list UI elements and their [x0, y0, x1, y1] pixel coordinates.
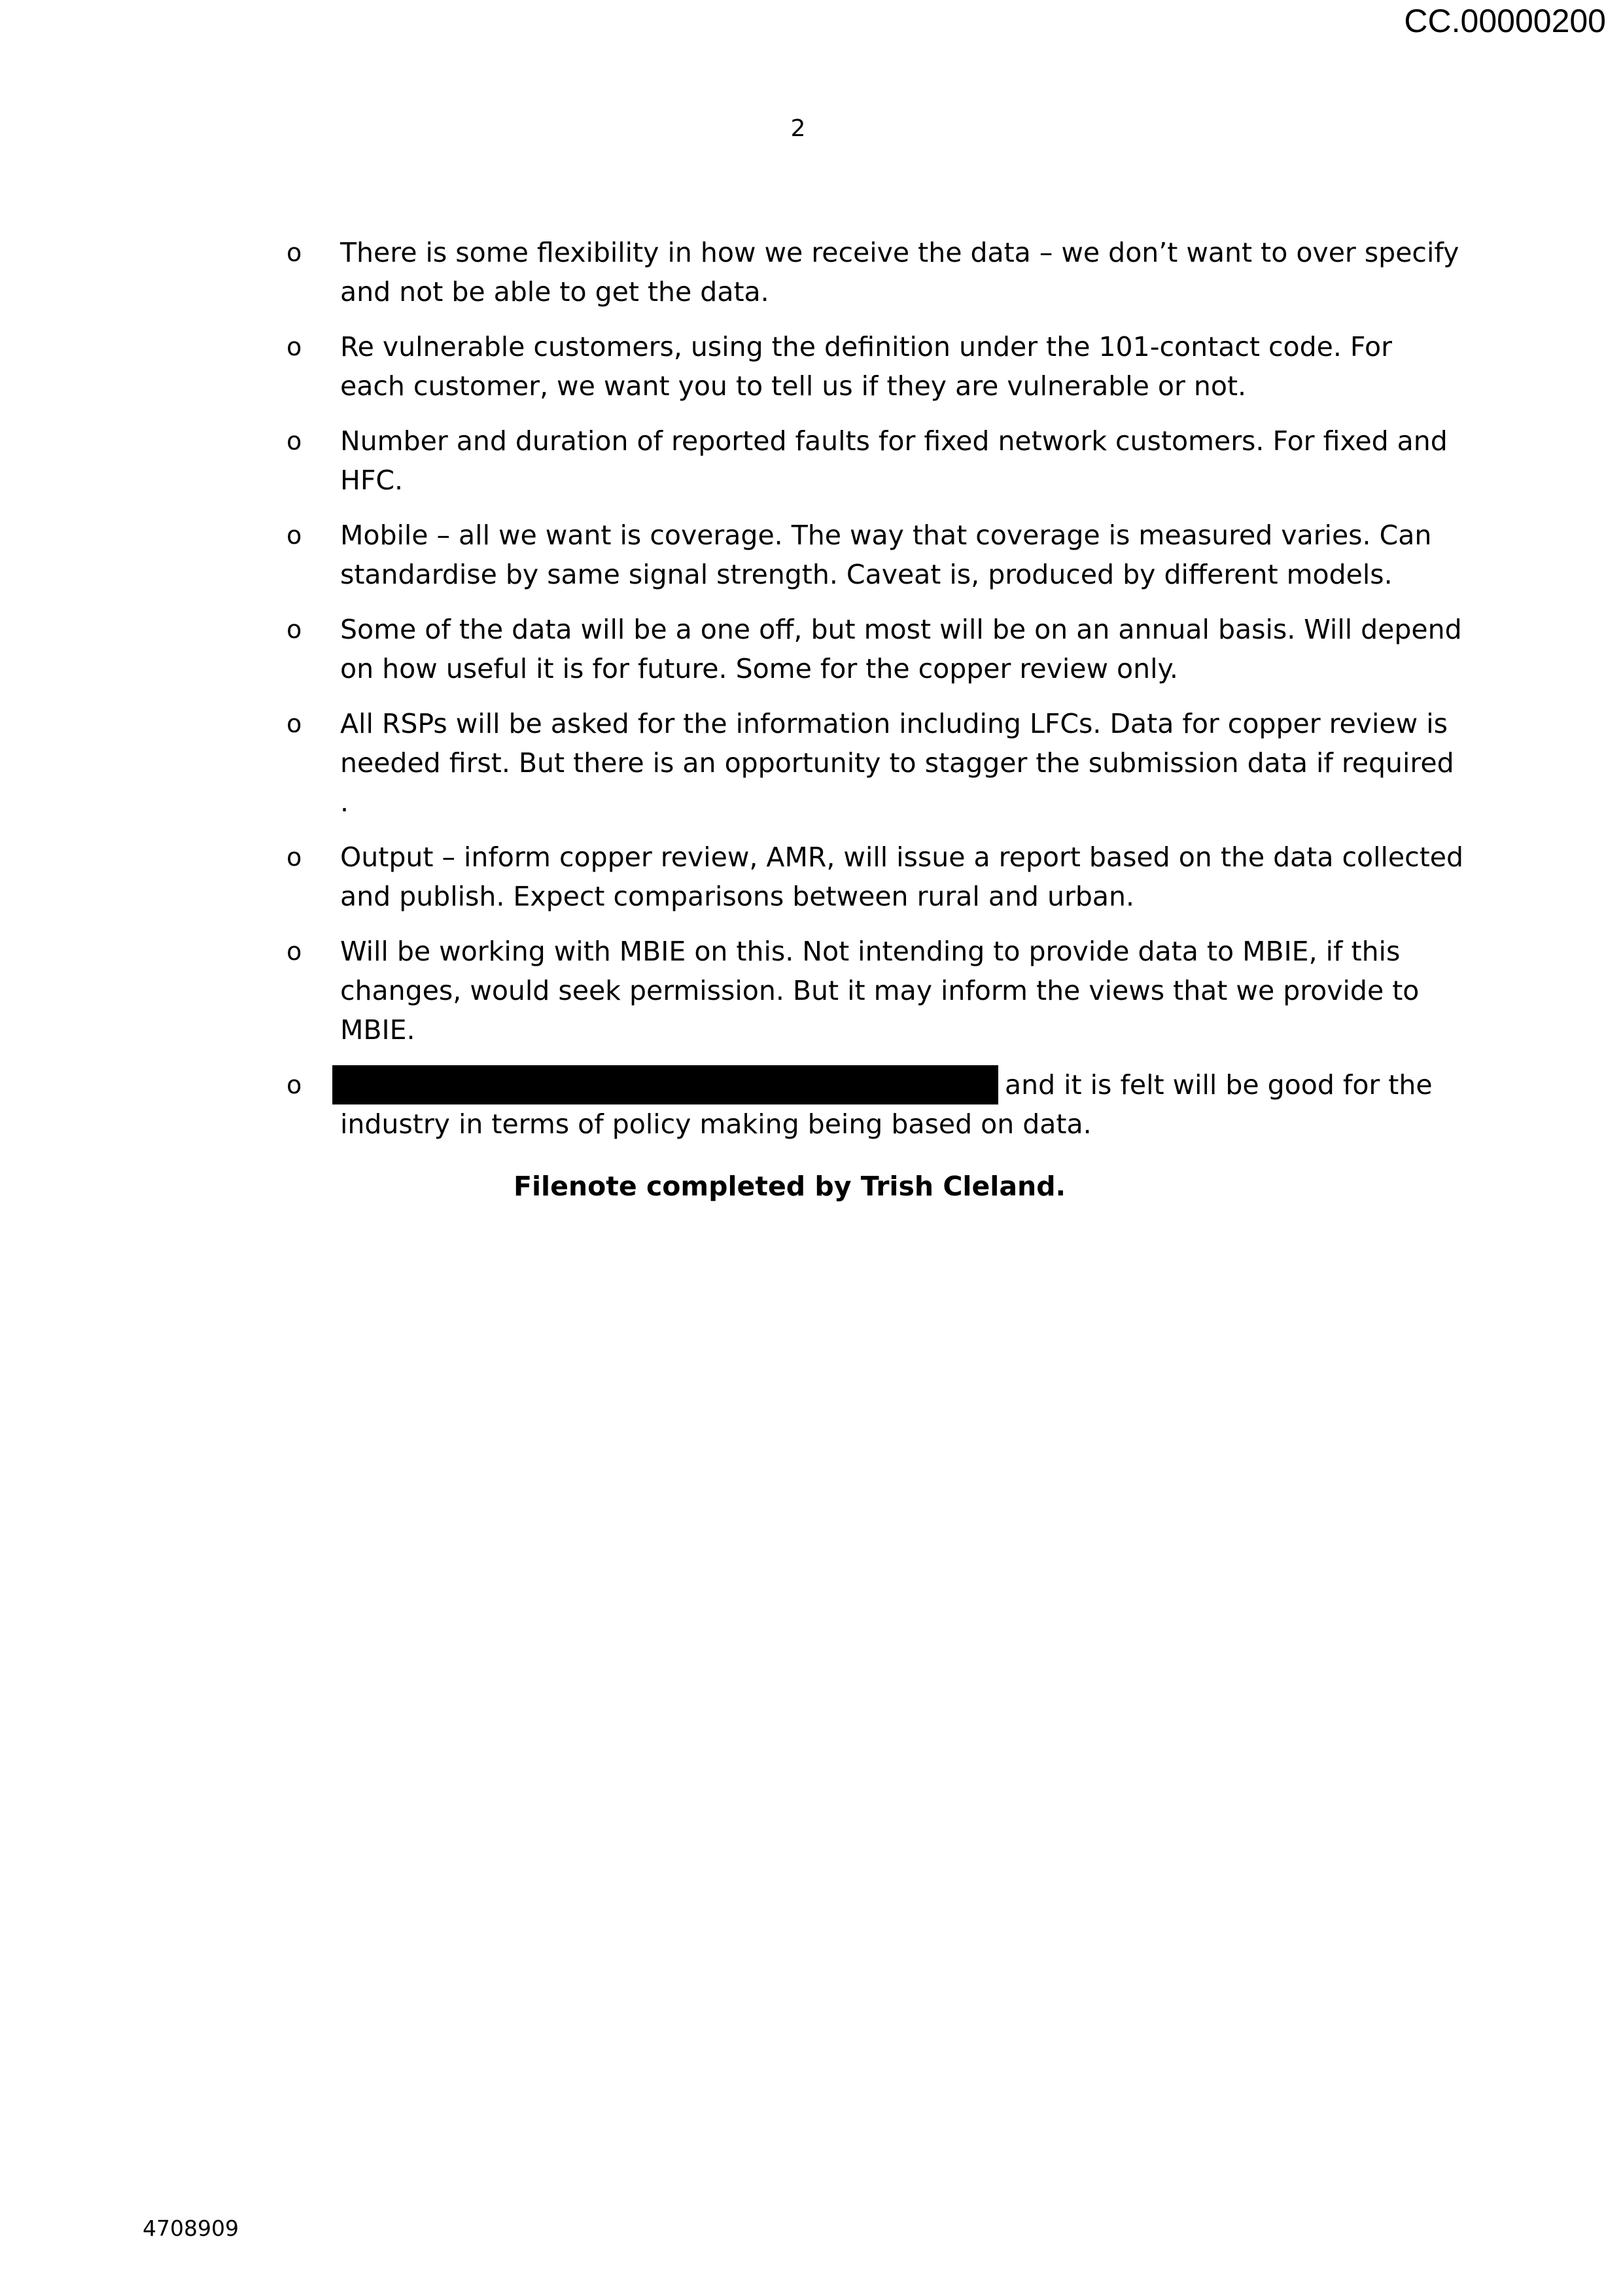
footer-document-number: 4708909 — [143, 2216, 239, 2241]
list-item — [287, 421, 1464, 500]
bullet-marker-icon: o — [287, 238, 302, 267]
list-item — [287, 516, 1464, 594]
list-item-text: Mobile – all we want is coverage. The way that coverage is measured varies. Can standardise by same signal strength. Caveat is, produced by different models. — [340, 520, 1432, 590]
bullet-marker-icon: o — [287, 843, 302, 872]
list-item — [287, 610, 1464, 688]
list-item-text: Re vulnerable customers, using the definition under the 101-contact code. For each customer, we want you to tell us if they are vulnerable or not. — [340, 331, 1392, 402]
list-item-text-wrapper — [340, 1065, 1464, 1144]
bullet-marker-icon: o — [287, 937, 302, 966]
list-item-redacted — [287, 1065, 1464, 1144]
redaction-block — [332, 1065, 998, 1104]
list-item — [287, 327, 1464, 406]
list-item-text: Will be working with MBIE on this. Not intending to provide data to MBIE, if this changes, would seek permission. But it may inform the views that we provide to MBIE. — [340, 936, 1420, 1046]
bullet-marker-icon: o — [287, 332, 302, 361]
filenote-signoff: Filenote completed by Trish Cleland. — [514, 1171, 1066, 1202]
document-control-number: CC.00000200 — [1404, 3, 1606, 39]
list-item-text: Some of the data will be a one off, but most will be on an annual basis. Will depend on how useful it is for future. Some for the copper review only. — [340, 614, 1462, 684]
list-item — [287, 932, 1464, 1050]
bullet-marker-icon: o — [287, 709, 302, 738]
bullet-marker-icon: o — [287, 615, 302, 644]
bullet-marker-icon: o — [287, 1070, 302, 1099]
list-item-text: There is some flexibility in how we receive the data – we don’t want to over specify and not be able to get the data. — [340, 237, 1459, 308]
bullet-marker-icon: o — [287, 427, 302, 455]
list-item-text: Number and duration of reported faults for fixed network customers. For fixed and HFC. — [340, 425, 1448, 496]
notes-bullet-list — [287, 233, 1464, 1159]
bullet-marker-icon: o — [287, 521, 302, 550]
redacted-item-text: and it is felt will be good for the industry in terms of policy making being based on data. — [340, 1069, 1433, 1140]
list-item — [287, 704, 1464, 822]
list-item — [287, 233, 1464, 311]
list-item — [287, 838, 1464, 916]
list-item-text: Output – inform copper review, AMR, will issue a report based on the data collected and publish. Expect comparisons between rural and urban. — [340, 841, 1464, 912]
list-item-text: All RSPs will be asked for the information including LFCs. Data for copper review is needed first. But there is an opportunity to stagger the submission data if required . — [340, 708, 1454, 818]
page-number: 2 — [790, 115, 806, 142]
